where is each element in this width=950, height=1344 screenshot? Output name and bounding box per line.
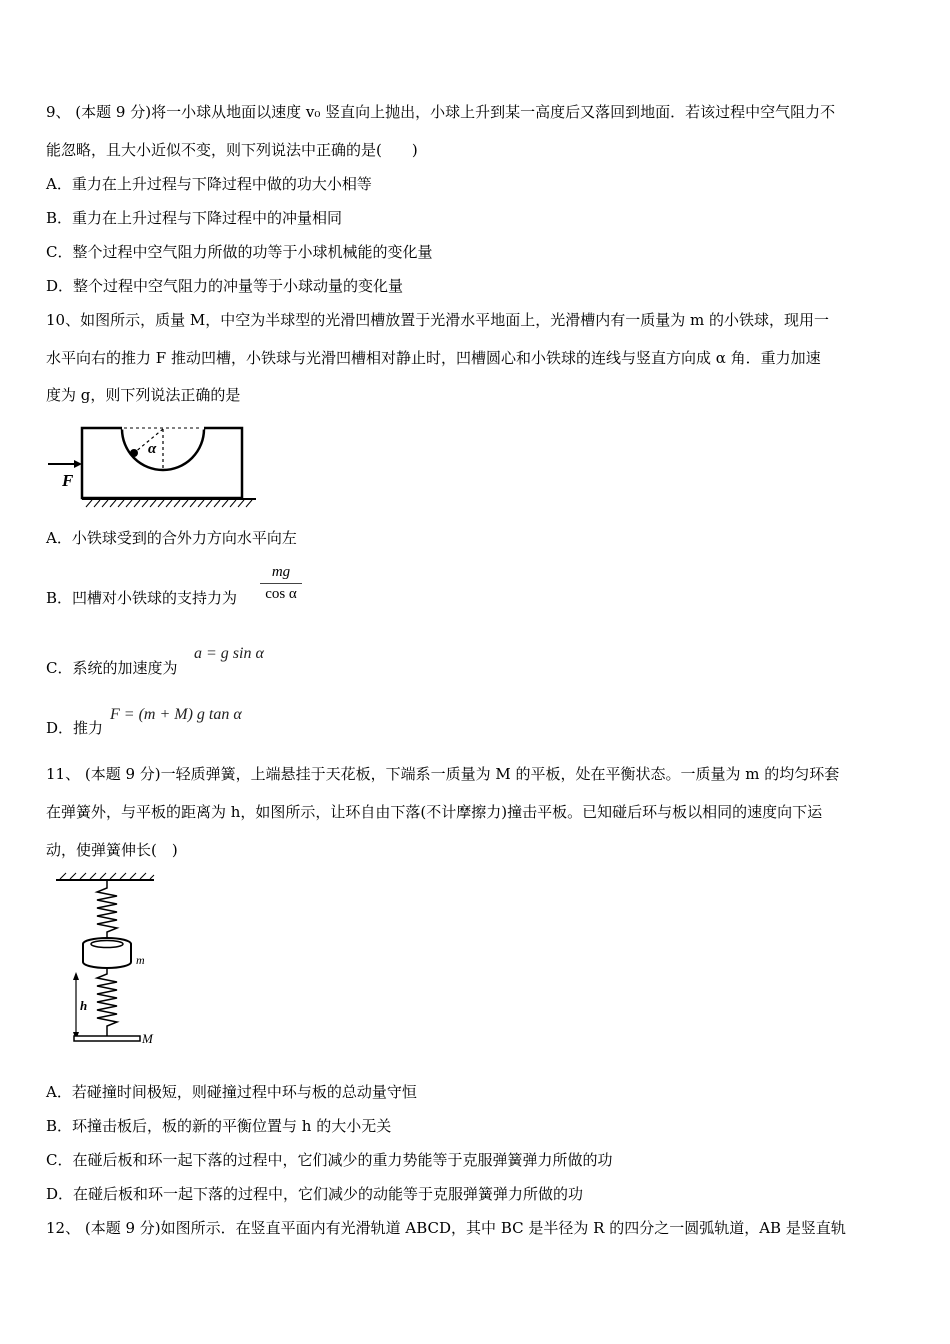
q9-stem-line2: 能忽略，且大小近似不变，则下列说法中正确的是( ) — [46, 141, 418, 159]
q10-option-b-fraction — [258, 563, 304, 604]
q10-b-denominator: cos α — [265, 586, 297, 602]
q12-stem-line1: 12、 (本题 9 分)如图所示．在竖直平面内有光滑轨道 ABCD，其中 BC 是半径为 R 的四分之一圆弧轨道，AB 是竖直轨 — [46, 1219, 846, 1237]
q11-fig-h-label: h — [80, 998, 88, 1013]
q11-fig-big-m-label: M — [142, 1031, 153, 1046]
q10-groove-figure — [44, 420, 259, 515]
q9-option-a: A．重力在上升过程与下降过程中做的功大小相等 — [46, 175, 372, 193]
q11-fig-m-label: m — [136, 953, 145, 967]
q11-stem-line3: 动，使弹簧伸长( ) — [46, 841, 178, 859]
q10-fig-f-label: F — [62, 471, 74, 490]
q9-option-b: B．重力在上升过程与下降过程中的冲量相同 — [46, 209, 343, 227]
q10-option-d: D．推力 — [46, 719, 104, 737]
q10-stem-line2: 水平向右的推力 F 推动凹槽，小铁球与光滑凹槽相对静止时，凹槽圆心和小铁球的连线与竖直方向成 α 角．重力加速 — [46, 349, 821, 367]
q9-option-d: D．整个过程中空气阻力的冲量等于小球动量的变化量 — [46, 277, 404, 295]
q9-option-c: C．整个过程中空气阻力所做的功等于小球机械能的变化量 — [46, 243, 433, 261]
q10-option-c-formula: a = g sin α — [194, 645, 264, 662]
q11-option-d: D．在碰后板和环一起下落的过程中，它们减少的动能等于克服弹簧弹力所做的功 — [46, 1185, 584, 1203]
q11-option-a: A．若碰撞时间极短，则碰撞过程中环与板的总动量守恒 — [46, 1083, 417, 1101]
q11-option-c: C．在碰后板和环一起下落的过程中，它们减少的重力势能等于克服弹簧弹力所做的功 — [46, 1151, 613, 1169]
q10-option-c: C．系统的加速度为 — [46, 659, 178, 677]
q11-option-b: B．环撞击板后，板的新的平衡位置与 h 的大小无关 — [46, 1117, 392, 1135]
q10-stem-line1: 10、如图所示，质量 M，中空为半球型的光滑凹槽放置于光滑水平地面上，光滑槽内有一质量为 m 的小铁球，现用一 — [46, 311, 829, 329]
q10-fig-alpha-label: α — [148, 441, 157, 457]
q11-stem-line2: 在弹簧外，与平板的距离为 h，如图所示，让环自由下落(不计摩擦力)撞击平板。已知碰后环与板以相同的速度向下运 — [46, 803, 823, 821]
q10-option-a: A．小铁球受到的合外力方向水平向左 — [46, 529, 297, 547]
q11-spring-figure — [50, 870, 170, 1050]
q10-stem-line3: 度为 g，则下列说法正确的是 — [46, 386, 241, 404]
q9-stem-line1: 9、 (本题 9 分)将一小球从地面以速度 v₀ 竖直向上抛出，小球上升到某一高度后又落回到地面．若该过程中空气阻力不 — [46, 103, 836, 121]
q10-b-numerator: mg — [271, 564, 291, 580]
q10-option-d-formula: F = (m + M) g tan α — [110, 706, 242, 723]
q11-stem-line1: 11、 (本题 9 分)一轻质弹簧，上端悬挂于天花板，下端系一质量为 M 的平板，处在平衡状态。一质量为 m 的均匀环套 — [46, 765, 840, 783]
q10-option-b: B．凹槽对小铁球的支持力为 — [46, 589, 238, 607]
